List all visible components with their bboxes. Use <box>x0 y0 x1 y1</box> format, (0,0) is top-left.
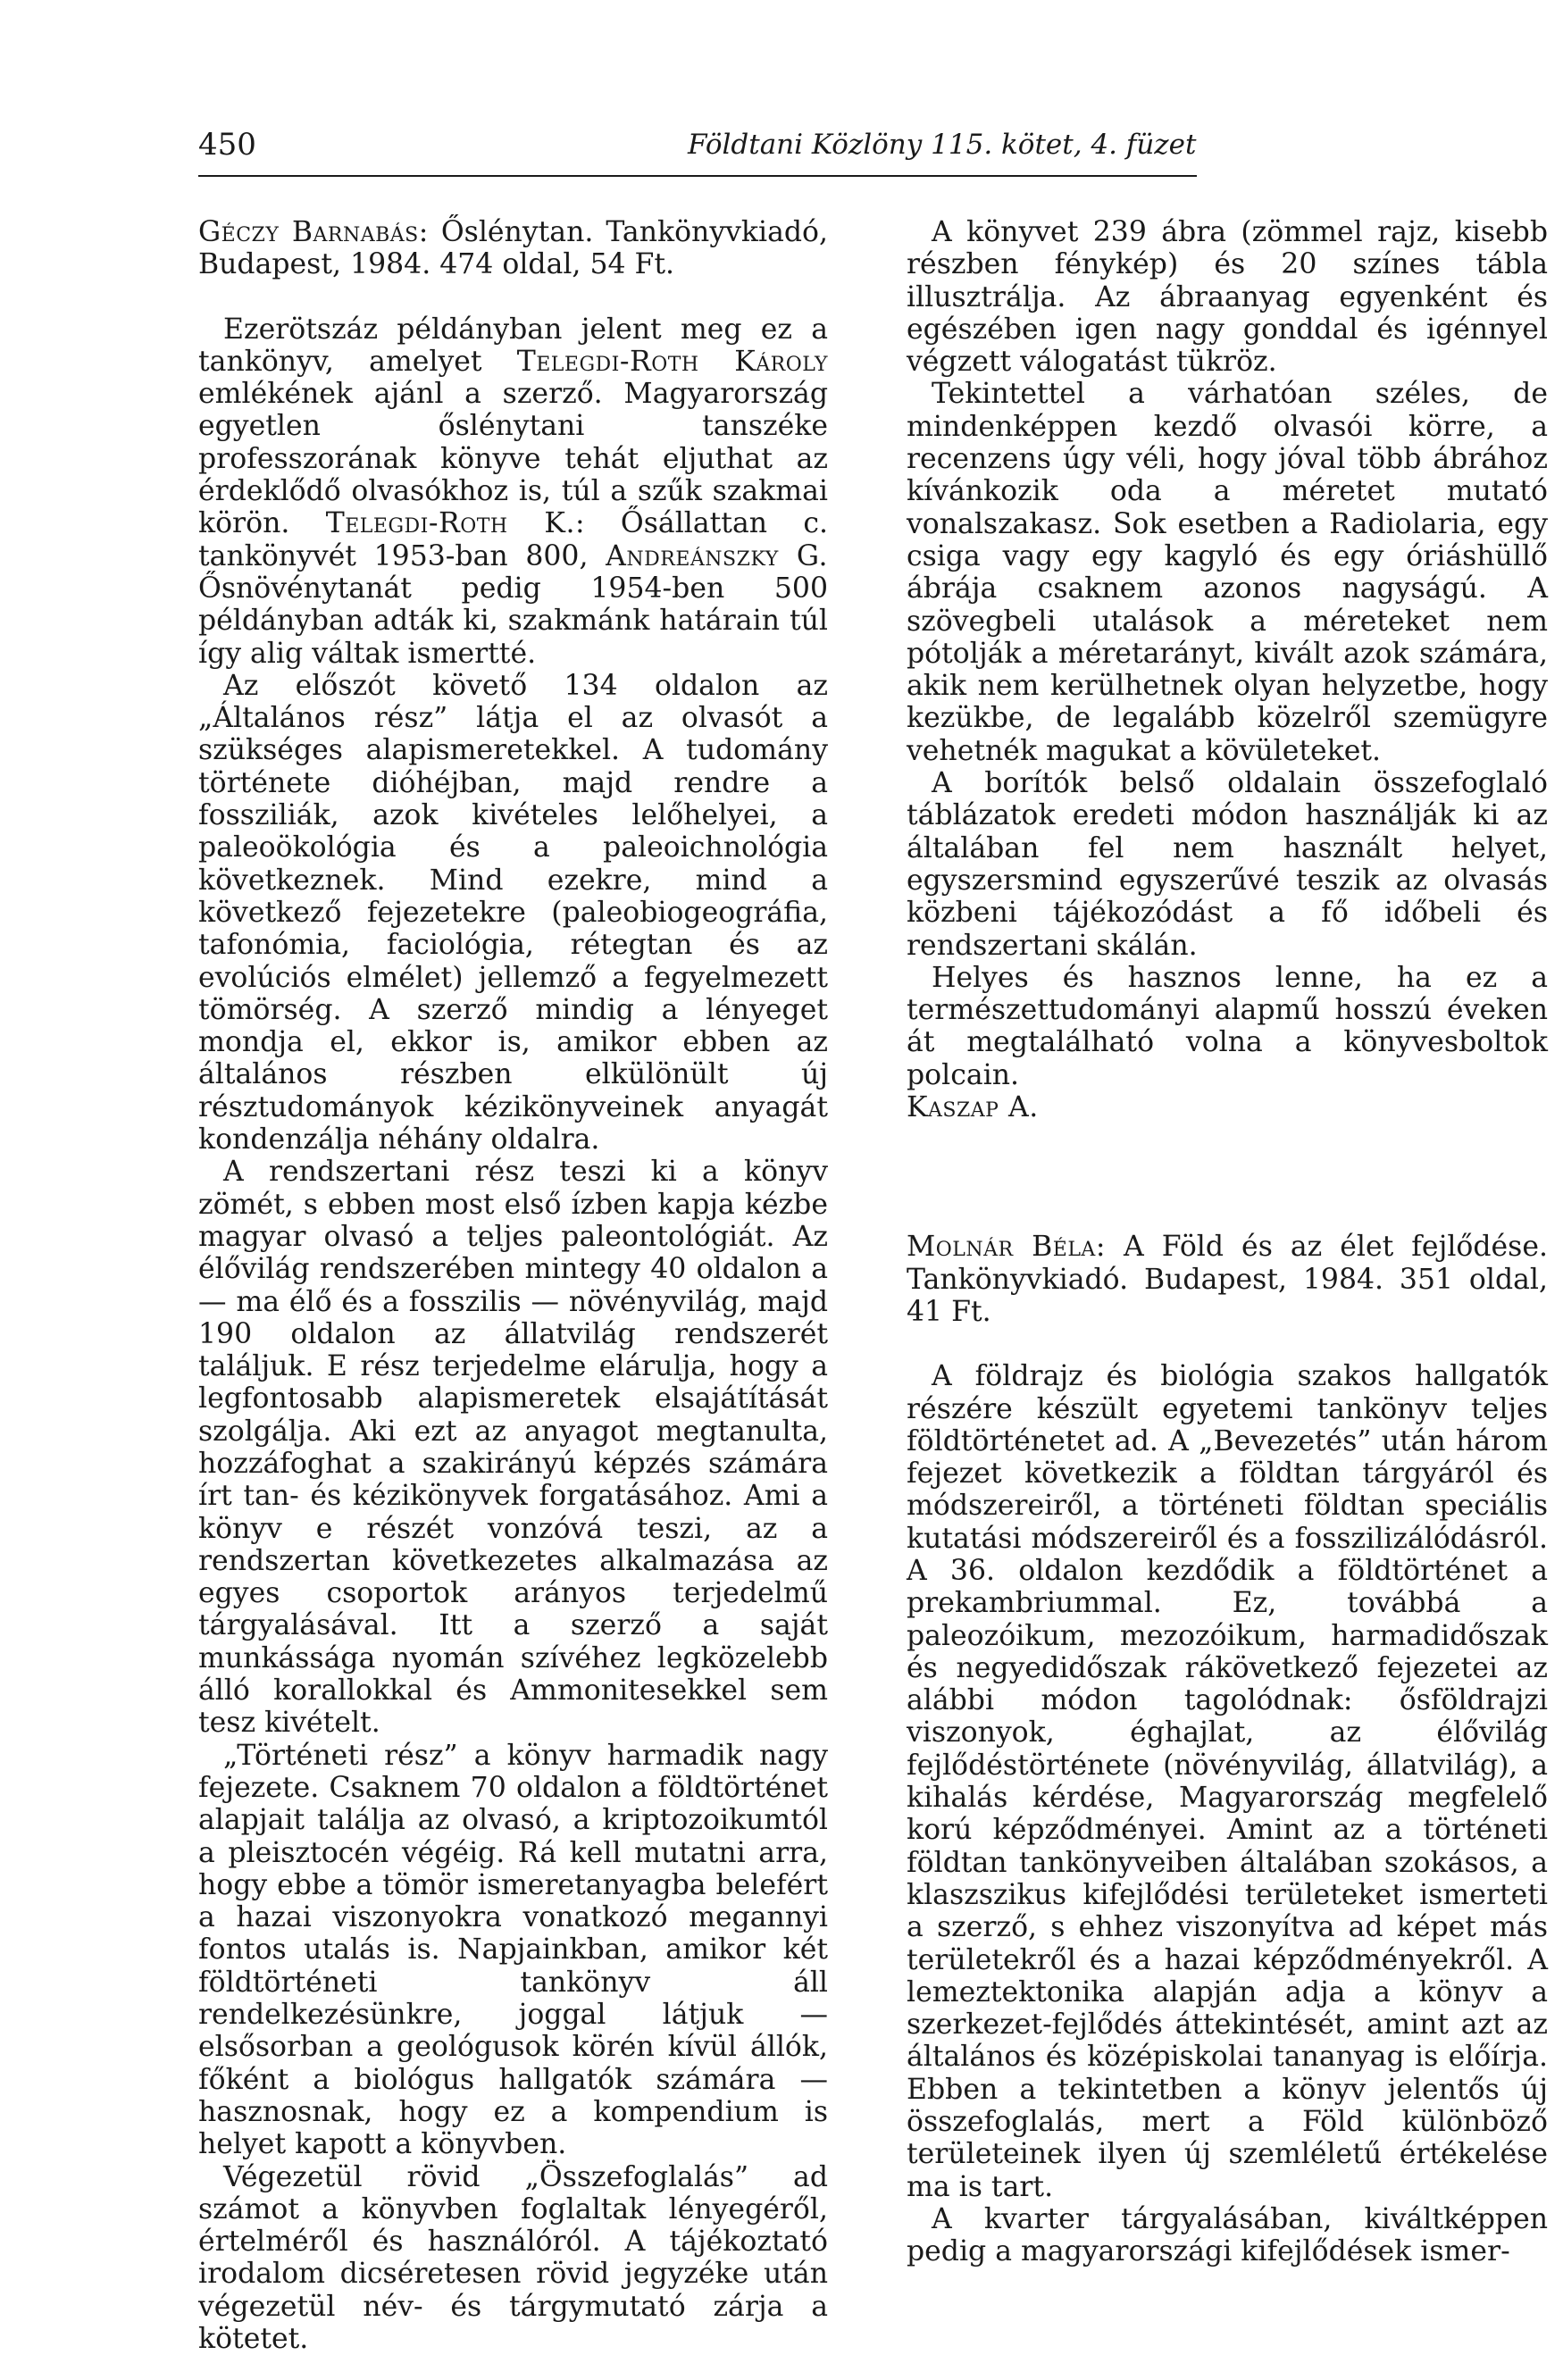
person-name: Andreánszky G. <box>606 539 828 572</box>
body-paragraph: A borítók belső oldalain összefoglaló táblázatok eredeti módon használják ki az általában fel nem használt helyet, egyszersmind egyszerűvé teszik az olvasás közbeni tájékozódást a fő időbeli és rendszertani skálán. <box>907 767 1548 962</box>
text-run: emlékének ajánl a szerző. Magyarország egyetlen őslénytani tanszéke professzorának könyve tehát eljuthat az érdeklődő olvasókhoz is, túl a szűk szakmai körön. <box>198 378 828 540</box>
text-run: : Ősállattan c. tankönyvét 1953-ban 800, <box>198 507 828 572</box>
text-run: Ősnövénytanát pedig 1954-ben 500 példányban adták ki, szakmánk határain túl így alig váltak ismertté. <box>198 572 828 670</box>
right-column <box>907 216 1548 2268</box>
person-name: Telegdi-Roth Károly <box>516 345 828 378</box>
body-paragraph <box>198 313 828 670</box>
body-paragraph: Tekintettel a várhatóan széles, de mindenképpen kezdő olvasói körre, a recenzens úgy véli, hogy jóval több ábrához kívánkozik oda a méretet mutató vonalszakasz. Sok esetben a Radiolaria, egy csiga vagy egy kagyló és egy óriáshüllő ábrája csaknem azonos nagyságú. A szövegbeli utalások a méreteket nem pótolják a méretarányt, kivált azok számára, akik nem kerülhetnek olyan helyzetbe, hogy kezükbe, de legalább közelről szemügyre vehetnék magukat a kövületeket. <box>907 378 1548 767</box>
second-review <box>907 1231 1548 2267</box>
left-column <box>198 216 828 2355</box>
body-paragraph: A rendszertani rész teszi ki a könyv zömét, s ebben most első ízben kapja kézbe magyar olvasó a teljes paleontológiát. Az élővilág rendszerében mintegy 40 oldalon a — ma élő és a fosszilis — növényvilág, majd 190 oldalon az állatvilág rendszerét találjuk. E rész terjedelme elárulja, hogy a legfontosabb alapismeretek elsajátítását szolgálja. Aki ezt az anyagot megtanulta, hozzáfoghat a szakirányú képzés számára írt tan- és kézikönyvek forgatásához. Ami a könyv e részét vonzóvá teszi, az a rendszertan következetes alkalmazása az egyes csoportok arányos terjedelmű tárgyalásával. Itt a szerző a saját munkássága nyomán szívéhez legközelebb álló korallokkal és Ammonitesekkel sem tesz kivételt. <box>198 1156 828 1740</box>
body-paragraph: A könyvet 239 ábra (zömmel rajz, kisebb részben fénykép) és 20 színes tábla illusztrálja. Az ábraanyag egyenként és egészében igen nagy gonddal és igénnyel végzett válogatást tükröz. <box>907 216 1548 379</box>
body-paragraph: Helyes és hasznos lenne, ha ez a természettudományi alapmű hosszú éveken át megtalálható volna a könyvesboltok polcain. <box>907 961 1548 1091</box>
reference-details: A Föld és az élet fejlődése. Tankönyvkiadó. Budapest, 1984. 351 oldal, 41 Ft. <box>907 1231 1549 1328</box>
reviewer-signature: Kaszap A. <box>907 1091 1039 1124</box>
review-reference <box>907 1231 1548 1328</box>
page-header <box>198 123 1197 173</box>
text-run: Ezerötszáz példányban jelent meg ez a tankönyv, amelyet <box>198 313 828 378</box>
person-name: Telegdi-Roth K. <box>325 507 575 540</box>
page-number: 450 <box>198 127 256 163</box>
body-paragraph: A földrajz és biológia szakos hallgatók részére készült egyetemi tankönyv teljes földtörténetet ad. A „Bevezetés” után három fejezet következik a földtan tárgyáról és módszereiről, a történeti földtan speciális kutatási módszereiről és a fosszilizálódásról. A 36. oldalon kezdődik a földtörténet a prekambriummal. Ez, továbbá a paleozóikum, mezozóikum, harmadidőszak és negyedidőszak rákövetkező fejezetei az alábbi módon tagolódnak: ősföldrajzi viszonyok, éghajlat, az élővilág fejlődéstörténete (növényvilág, állatvilág), a kihalás kérdése, Magyarország megfelelő korú képződményei. Amint az a történeti földtan tankönyveiben általában szokásos, a klaszszikus kifejlődési területeket ismerteti a szerző, s ehhez viszonyítva ad képet más területekről és a hazai képződményekről. A lemeztektonika alapján adja a könyv a szerkezet-fejlődés áttekintését, amint azt az általános és középiskolai tananyag is előírja. Ebben a tekintetben a könyv jelentős új összefoglalás, mert a Föld különböző területeinek ilyen új szemléletű értékelése ma is tart. <box>907 1360 1548 2203</box>
body-paragraph: „Történeti rész” a könyv harmadik nagy fejezete. Csaknem 70 oldalon a földtörténet alapjait találja az olvasó, a kriptozoikumtól a pleisztocén végéig. Rá kell mutatni arra, hogy ebbe a tömör ismeretanyagba belefért a hazai viszonyokra vonatkozó megannyi fontos utalás is. Napjainkban, amikor két földtörténeti tankönyv áll rendelkezésünkre, joggal látjuk — elsősorban a geológusok körén kívül állók, főként a biológus hallgatók számára — hasznosnak, hogy ez a kompendium is helyet kapott a könyvben. <box>198 1739 828 2161</box>
running-title: Földtani Közlöny 115. kötet, 4. füzet <box>688 129 1197 161</box>
review-reference <box>198 216 828 281</box>
header-rule <box>198 175 1197 177</box>
reference-details: Őslénytan. Tankönyvkiadó, Budapest, 1984. 474 oldal, 54 Ft. <box>198 216 829 281</box>
review-author: Molnár Béla: <box>907 1231 1106 1264</box>
review-author: Géczy Barnabás: <box>198 216 429 248</box>
body-paragraph: A kvarter tárgyalásában, kiváltképpen pedig a magyarországi kifejlődések ismer- <box>907 2202 1548 2268</box>
body-paragraph: Végezetül rövid „Összefoglalás” ad számot a könyvben foglaltak lényegéről, értelméről és használóról. A tájékoztató irodalom dicséretesen rövid jegyzéke után végezetül név- és tárgymutató zárja a kötetet. <box>198 2160 828 2355</box>
body-paragraph: Az előszót követő 134 oldalon az „Általános rész” látja el az olvasót a szükséges alapismeretekkel. A tudomány története dióhéjban, majd rendre a fossziliák, azok kivételes lelőhelyei, a paleoökológia és a paleoichnológia következnek. Mind ezekre, mind a következő fejezetekre (paleobiogeográfia, tafonómia, faciológia, rétegtan és az evolúciós elmélet) jellemző a fegyelmezett tömörség. A szerző mindig a lényeget mondja el, ekkor is, amikor ebben az általános részben elkülönült új résztudományok kézikönyveinek anyagát kondenzálja néhány oldalra. <box>198 669 828 1157</box>
